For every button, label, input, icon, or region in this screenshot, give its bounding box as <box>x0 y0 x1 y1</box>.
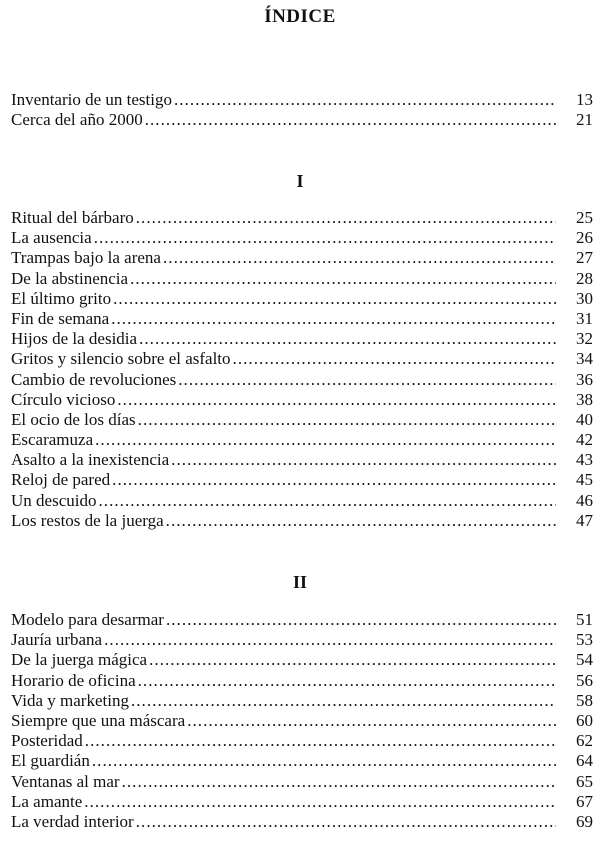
toc-group-intro <box>11 90 593 130</box>
dot-leader <box>138 671 556 691</box>
toc-entry-page: 30 <box>576 288 593 308</box>
toc-entry-page: 60 <box>576 710 593 730</box>
dot-leader <box>92 751 556 771</box>
dot-leader <box>85 731 556 751</box>
toc-entry-title: Modelo para desarmar <box>11 610 164 629</box>
toc-entry[interactable] <box>11 751 593 771</box>
dot-leader <box>233 349 556 369</box>
toc-entry-page: 53 <box>576 630 593 650</box>
dot-leader <box>112 470 556 490</box>
dot-leader <box>122 772 556 792</box>
dot-leader <box>187 711 556 731</box>
toc-entry-title: Siempre que una máscara <box>11 710 186 730</box>
dot-leader <box>131 691 556 711</box>
toc-entry-page: 27 <box>576 248 593 268</box>
dot-leader <box>117 390 556 410</box>
dot-leader <box>98 491 556 511</box>
toc-entry[interactable] <box>11 630 593 650</box>
dot-leader <box>149 650 556 670</box>
toc-entry-title: Horario de oficina <box>11 670 136 690</box>
dot-leader <box>139 329 556 349</box>
toc-entry[interactable] <box>11 430 593 450</box>
dot-leader <box>138 410 556 430</box>
toc-entry[interactable] <box>11 228 593 248</box>
toc-entry-page: 62 <box>576 731 593 751</box>
toc-entry[interactable] <box>11 309 593 329</box>
toc-entry-page: 69 <box>576 811 593 831</box>
toc-entry[interactable] <box>11 248 593 268</box>
section-heading-i: I <box>296 171 304 191</box>
toc-entry-page: 64 <box>576 751 593 771</box>
dot-leader <box>136 812 556 832</box>
toc-entry-title: El ocio de los días <box>11 409 136 429</box>
toc-entry-page: 58 <box>576 690 593 710</box>
toc-entry-page: 21 <box>576 110 593 130</box>
dot-leader <box>84 792 556 812</box>
toc-entry-title: Trampas bajo la arena <box>11 248 161 268</box>
toc-entry-title: Vida y marketing <box>11 690 129 710</box>
dot-leader <box>94 228 556 248</box>
toc-entry-title: Asalto a la inexistencia <box>11 450 170 470</box>
toc-group-section-ii <box>11 610 593 832</box>
dot-leader <box>166 610 556 630</box>
toc-entry-title: La amante <box>11 791 83 811</box>
toc-entry-title: Inventario de un testigo <box>11 90 172 109</box>
toc-entry[interactable] <box>11 691 593 711</box>
toc-entry-page: 47 <box>576 510 593 530</box>
toc-entry[interactable] <box>11 450 593 470</box>
dot-leader <box>178 370 556 390</box>
toc-entry[interactable] <box>11 90 593 110</box>
toc-entry[interactable] <box>11 731 593 751</box>
toc-entry[interactable] <box>11 390 593 410</box>
toc-entry-title: El guardián <box>11 751 90 771</box>
toc-entry-title: Hijos de la desidia <box>11 329 138 349</box>
toc-entry-title: Los restos de la juerga <box>11 510 164 530</box>
toc-entry-page: 46 <box>576 490 593 510</box>
toc-entry[interactable] <box>11 110 593 130</box>
toc-entry[interactable] <box>11 329 593 349</box>
dot-leader <box>111 309 556 329</box>
toc-entry-title: Círculo vicioso <box>11 389 116 409</box>
toc-entry-title: Reloj de pared <box>11 470 111 490</box>
toc-entry[interactable] <box>11 511 593 531</box>
toc-entry-title: Ritual del bárbaro <box>11 208 134 227</box>
toc-entry-page: 51 <box>576 610 593 629</box>
toc-entry-page: 31 <box>576 308 593 328</box>
toc-entry-page: 25 <box>576 208 593 227</box>
dot-leader <box>166 511 556 531</box>
toc-entry[interactable] <box>11 208 593 228</box>
dot-leader <box>136 208 556 228</box>
toc-entry[interactable] <box>11 491 593 511</box>
toc-entry-title: La verdad interior <box>11 811 134 831</box>
toc-entry[interactable] <box>11 470 593 490</box>
page-title: ÍNDICE <box>264 6 336 27</box>
toc-entry-page: 67 <box>576 791 593 811</box>
toc-entry-page: 32 <box>576 329 593 349</box>
dot-leader <box>104 630 556 650</box>
toc-entry-page: 38 <box>576 389 593 409</box>
toc-entry[interactable] <box>11 792 593 812</box>
toc-entry-title: El último grito <box>11 288 112 308</box>
section-heading-ii: II <box>292 572 307 592</box>
toc-entry-page: 28 <box>576 268 593 288</box>
toc-entry-title: Posteridad <box>11 731 83 751</box>
toc-entry-title: Ventanas al mar <box>11 771 120 791</box>
toc-entry-title: De la juerga mágica <box>11 650 148 670</box>
toc-entry[interactable] <box>11 812 593 832</box>
dot-leader <box>95 430 556 450</box>
toc-entry-title: Cambio de revoluciones <box>11 369 177 389</box>
toc-entry-page: 43 <box>576 450 593 470</box>
toc-group-section-i <box>11 208 593 531</box>
dot-leader <box>145 110 556 130</box>
toc-entry[interactable] <box>11 349 593 369</box>
dot-leader <box>163 248 556 268</box>
toc-entry-title: Fin de semana <box>11 308 110 328</box>
toc-entry[interactable] <box>11 711 593 731</box>
toc-entry[interactable] <box>11 671 593 691</box>
toc-entry-title: Gritos y silencio sobre el asfalto <box>11 349 231 369</box>
dot-leader <box>113 289 556 309</box>
toc-entry-page: 65 <box>576 771 593 791</box>
toc-entry-title: De la abstinencia <box>11 268 129 288</box>
dot-leader <box>174 90 556 110</box>
toc-entry[interactable] <box>11 772 593 792</box>
toc-entry-page: 26 <box>576 228 593 248</box>
toc-entry-page: 36 <box>576 369 593 389</box>
toc-entry-title: Un descuido <box>11 490 97 510</box>
toc-entry[interactable] <box>11 650 593 670</box>
toc-entry[interactable] <box>11 610 593 630</box>
toc-entry-title: Jauría urbana <box>11 630 103 650</box>
toc-entry-title: Cerca del año 2000 <box>11 110 143 130</box>
toc-entry[interactable] <box>11 269 593 289</box>
toc-entry-title: Escaramuza <box>11 430 94 450</box>
toc-entry-page: 34 <box>576 349 593 369</box>
toc-entry-page: 54 <box>576 650 593 670</box>
toc-entry-page: 42 <box>576 430 593 450</box>
toc-entry-page: 40 <box>576 409 593 429</box>
toc-entry-page: 56 <box>576 670 593 690</box>
dot-leader <box>171 450 556 470</box>
toc-entry[interactable] <box>11 410 593 430</box>
toc-entry-title: La ausencia <box>11 228 92 248</box>
toc-entry-page: 13 <box>576 90 593 109</box>
toc-entry[interactable] <box>11 289 593 309</box>
toc-entry-page: 45 <box>576 470 593 490</box>
dot-leader <box>130 269 556 289</box>
toc-entry[interactable] <box>11 370 593 390</box>
